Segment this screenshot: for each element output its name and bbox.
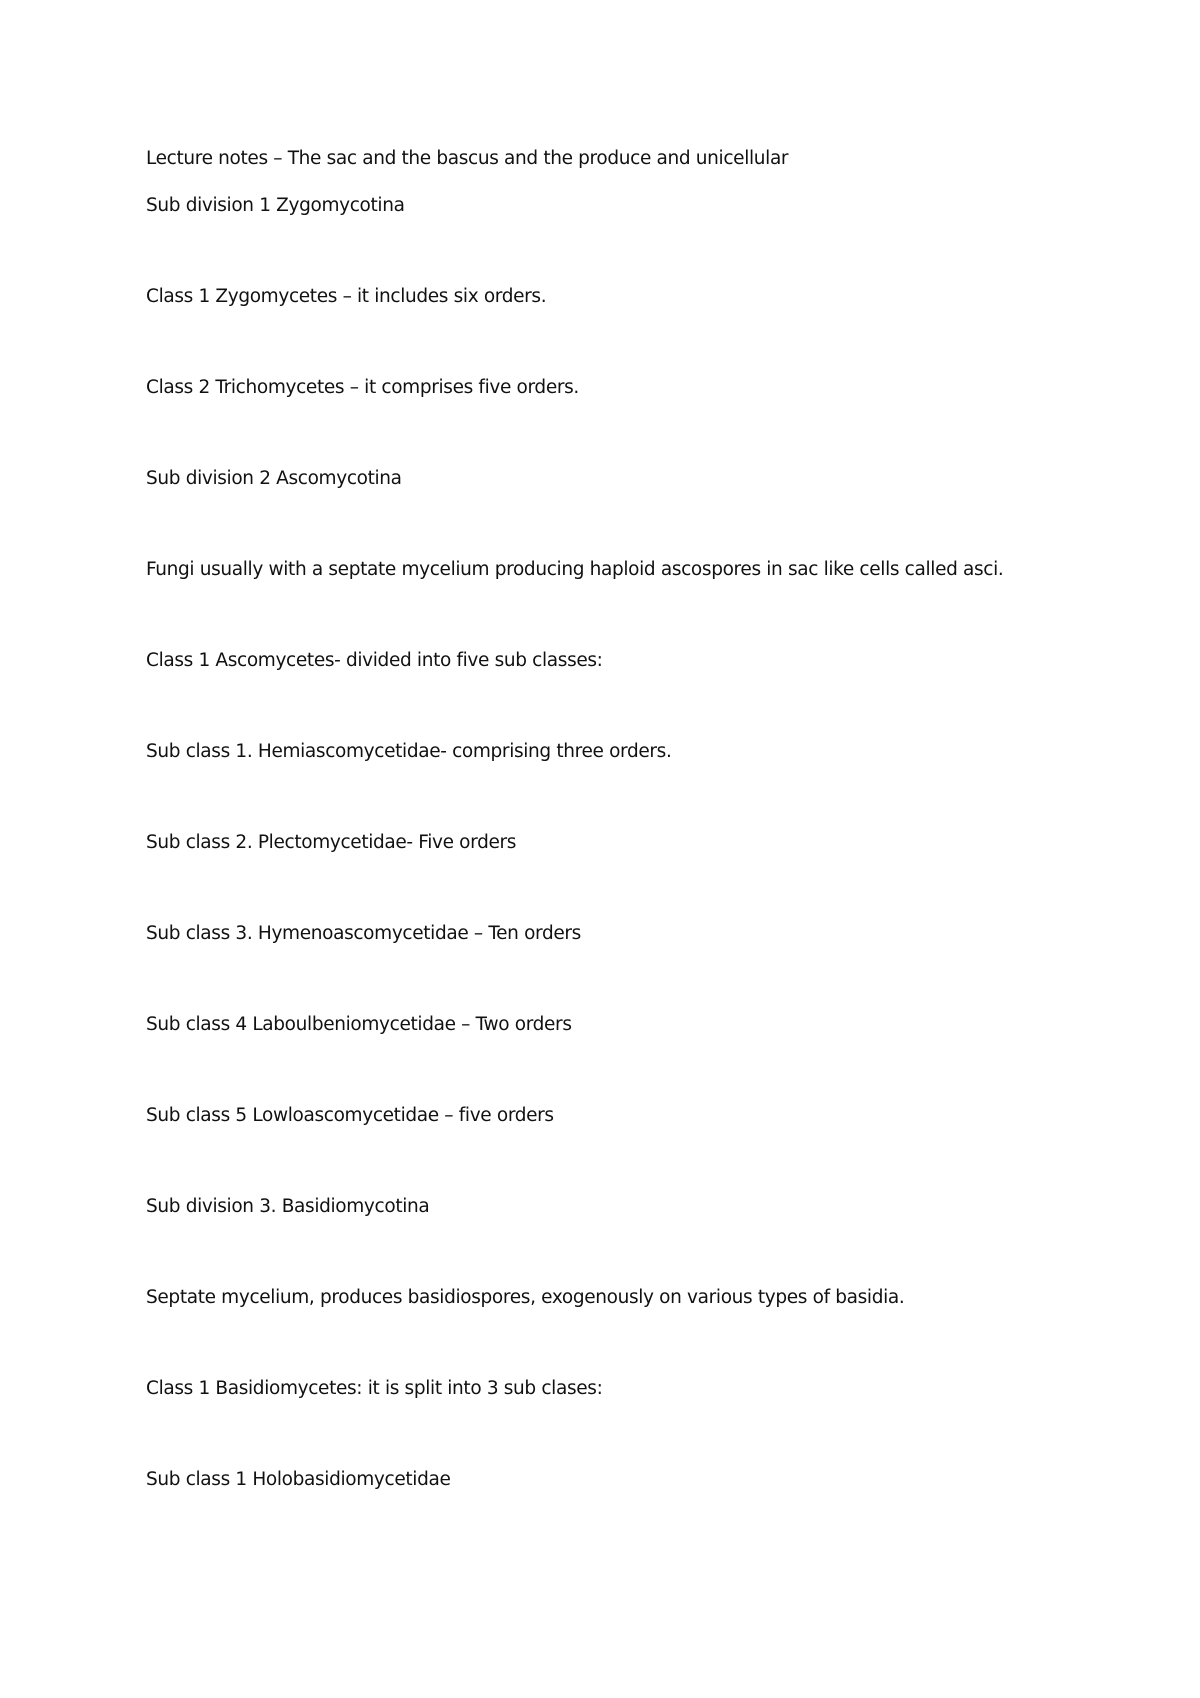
basidiomycotina-description: Septate mycelium, produces basidiospores, exogenously on various types of basidia. — [146, 1287, 905, 1308]
subclass-5-line: Sub class 5 Lowloascomycetidae – five orders — [146, 1105, 554, 1126]
lecture-notes-heading: Lecture notes – The sac and the bascus and the produce and unicellular — [146, 148, 789, 169]
subclass-1-line: Sub class 1. Hemiascomycetidae- comprising three orders. — [146, 741, 672, 762]
subdivision-2-heading: Sub division 2 Ascomycotina — [146, 468, 402, 489]
class-1-ascomycetes-line: Class 1 Ascomycetes- divided into five sub classes: — [146, 650, 603, 671]
class-1-zygomycetes-line: Class 1 Zygomycetes – it includes six orders. — [146, 286, 547, 307]
subclass-2-line: Sub class 2. Plectomycetidae- Five orders — [146, 832, 517, 853]
subdivision-1-heading: Sub division 1 Zygomycotina — [146, 195, 405, 216]
ascomycotina-description: Fungi usually with a septate mycelium producing haploid ascospores in sac like cells called asci. — [146, 559, 1004, 580]
class-1-basidiomycetes-line: Class 1 Basidiomycetes: it is split into 3 sub clases: — [146, 1378, 603, 1399]
subclass-3-line: Sub class 3. Hymenoascomycetidae – Ten orders — [146, 923, 581, 944]
subdivision-3-heading: Sub division 3. Basidiomycotina — [146, 1196, 430, 1217]
subclass-4-line: Sub class 4 Laboulbeniomycetidae – Two orders — [146, 1014, 572, 1035]
class-2-trichomycetes-line: Class 2 Trichomycetes – it comprises five orders. — [146, 377, 579, 398]
subclass-1-holobasidiomycetidae-line: Sub class 1 Holobasidiomycetidae — [146, 1469, 451, 1490]
